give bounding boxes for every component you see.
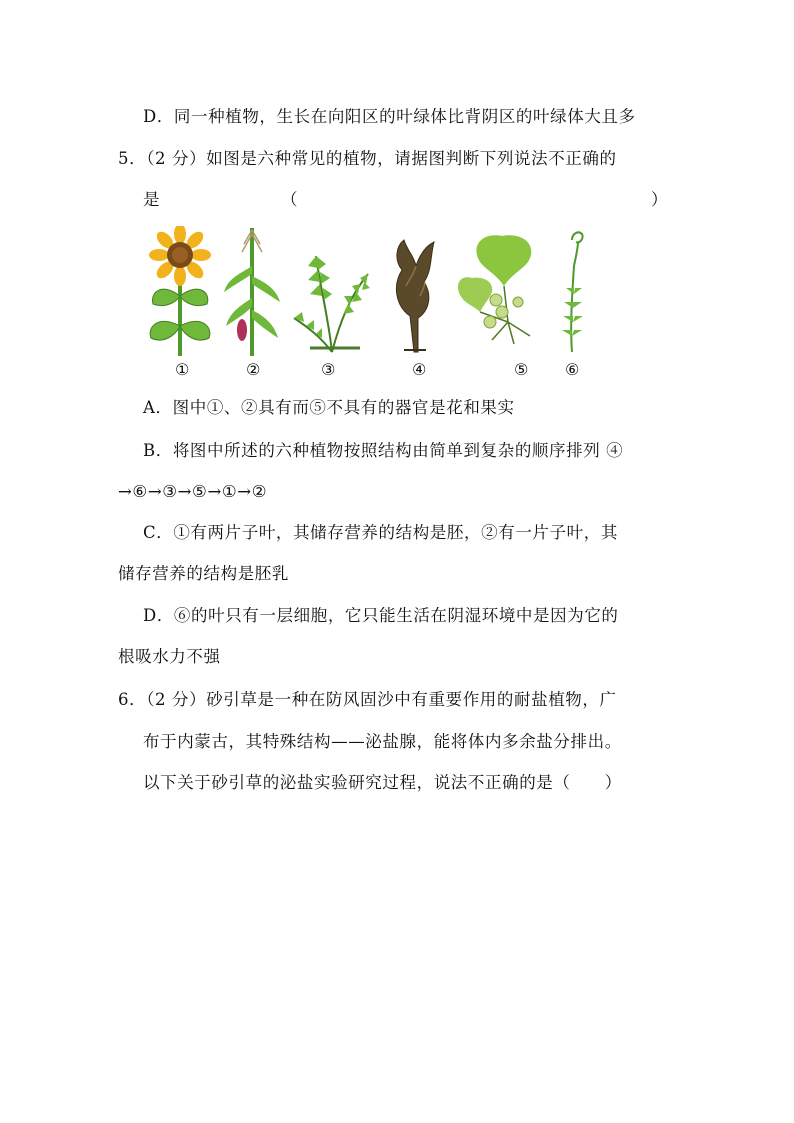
figure-number-3: ③ <box>321 360 336 379</box>
q5-answer-paren-close: ） <box>651 190 669 209</box>
fern-image <box>290 226 376 358</box>
q5-option-c-line-1: C．①有两片子叶，其储存营养的结构是胚，②有一片子叶，其 <box>143 523 618 542</box>
q5-option-b-line-1: B．将图中所述的六种植物按照结构由简单到复杂的顺序排列 ④ <box>143 441 624 460</box>
liverwort-image <box>386 226 442 358</box>
ginkgo-image <box>452 226 544 358</box>
figure-number-2: ② <box>246 360 261 379</box>
q5-option-c-line-2: 储存营养的结构是胚乳 <box>118 564 289 583</box>
q5-stem-line-2: 是 <box>143 190 161 209</box>
q5-stem-line-1: 5．（2 分）如图是六种常见的植物，请据图判断下列说法不正确的 <box>118 149 617 168</box>
q5-option-b-line-2: →⑥→③→⑤→①→② <box>118 482 268 501</box>
plants-figure <box>140 226 610 386</box>
figure-number-6: ⑥ <box>565 360 580 379</box>
corn-image <box>222 226 282 358</box>
figure-number-4: ④ <box>412 360 427 379</box>
q6-stem-line-1: 6．（2 分）砂引草是一种在防风固沙中有重要作用的耐盐植物，广 <box>118 690 617 709</box>
q5-option-a: A．图中①、②具有而⑤不具有的器官是花和果实 <box>143 398 515 417</box>
q5-option-d-line-1: D．⑥的叶只有一层细胞，它只能生活在阴湿环境中是因为它的 <box>143 606 619 625</box>
figure-number-5: ⑤ <box>514 360 529 379</box>
q5-answer-paren-open: （ <box>281 190 299 209</box>
q6-stem-line-3: 以下关于砂引草的泌盐实验研究过程，说法不正确的是（ ） <box>143 773 622 792</box>
q5-option-d-line-2: 根吸水力不强 <box>118 647 221 666</box>
moss-image <box>558 226 588 358</box>
q6-stem-line-2: 布于内蒙古，其特殊结构——泌盐腺，能将体内多余盐分排出。 <box>143 732 622 751</box>
figure-number-1: ① <box>175 360 190 379</box>
q4-option-d: D．同一种植物，生长在向阳区的叶绿体比背阴区的叶绿体大且多 <box>143 107 636 126</box>
sunflower-image <box>145 226 215 358</box>
